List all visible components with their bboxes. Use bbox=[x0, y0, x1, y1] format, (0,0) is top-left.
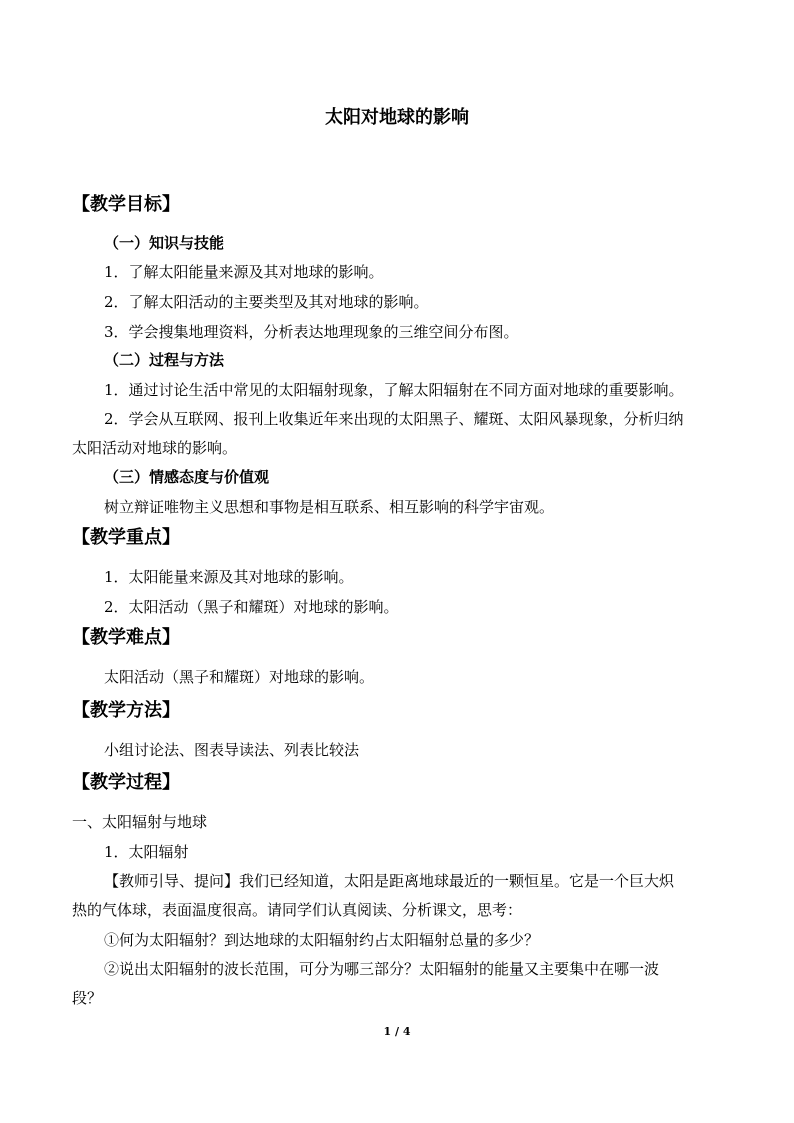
subheading-attitude-values: （三）情感态度与价值观 bbox=[104, 468, 270, 486]
section-heading-objectives: 【教学目标】 bbox=[72, 194, 180, 215]
methods-text: 小组讨论法、图表导读法、列表比较法 bbox=[104, 741, 360, 759]
key-point-2: 2．太阳活动（黑子和耀斑）对地球的影响。 bbox=[104, 598, 399, 616]
process-item-solar-radiation: 1．太阳辐射 bbox=[104, 843, 189, 861]
key-point-1: 1．太阳能量来源及其对地球的影响。 bbox=[104, 568, 354, 586]
subheading-knowledge-skills: （一）知识与技能 bbox=[104, 234, 225, 252]
question-1: ①何为太阳辐射？到达地球的太阳辐射约占太阳辐射总量的多少？ bbox=[104, 931, 540, 949]
attitude-text: 树立辩证唯物主义思想和事物是相互联系、相互影响的科学宇宙观。 bbox=[104, 498, 555, 516]
section-heading-difficulties: 【教学难点】 bbox=[72, 627, 180, 648]
document-title: 太阳对地球的影响 bbox=[325, 107, 469, 128]
process-item-1: 1．通过讨论生活中常见的太阳辐射现象，了解太阳辐射在不同方面对地球的重要影响。 bbox=[104, 381, 684, 399]
objective-item-2: 2．了解太阳活动的主要类型及其对地球的影响。 bbox=[104, 293, 429, 311]
section-heading-methods: 【教学方法】 bbox=[72, 700, 180, 721]
objective-item-1: 1．了解太阳能量来源及其对地球的影响。 bbox=[104, 263, 384, 281]
question-2-continued: 段？ bbox=[72, 989, 103, 1007]
process-part-1: 一、太阳辐射与地球 bbox=[72, 813, 208, 831]
page-number: 1 / 4 bbox=[383, 1025, 411, 1038]
section-heading-process: 【教学过程】 bbox=[72, 772, 180, 793]
process-item-2: 2．学会从互联网、报刊上收集近年来出现的太阳黑子、耀斑、太阳风暴现象，分析归纳 bbox=[104, 410, 684, 428]
subheading-process-method: （二）过程与方法 bbox=[104, 351, 225, 369]
process-item-2-continued: 太阳活动对地球的影响。 bbox=[72, 439, 238, 457]
question-2: ②说出太阳辐射的波长范围，可分为哪三部分？太阳辐射的能量又主要集中在哪一波 bbox=[104, 960, 660, 978]
teacher-guide-line-2: 热的气体球，表面温度很高。请同学们认真阅读、分析课文，思考： bbox=[72, 901, 523, 919]
objective-item-3: 3．学会搜集地理资料，分析表达地理现象的三维空间分布图。 bbox=[104, 323, 519, 341]
difficulty-text: 太阳活动（黑子和耀斑）对地球的影响。 bbox=[104, 668, 375, 686]
teacher-guide-line-1: 【教师引导、提问】我们已经知道，太阳是距离地球最近的一颗恒星。它是一个巨大炽 bbox=[104, 872, 675, 890]
section-heading-key-points: 【教学重点】 bbox=[72, 527, 180, 548]
